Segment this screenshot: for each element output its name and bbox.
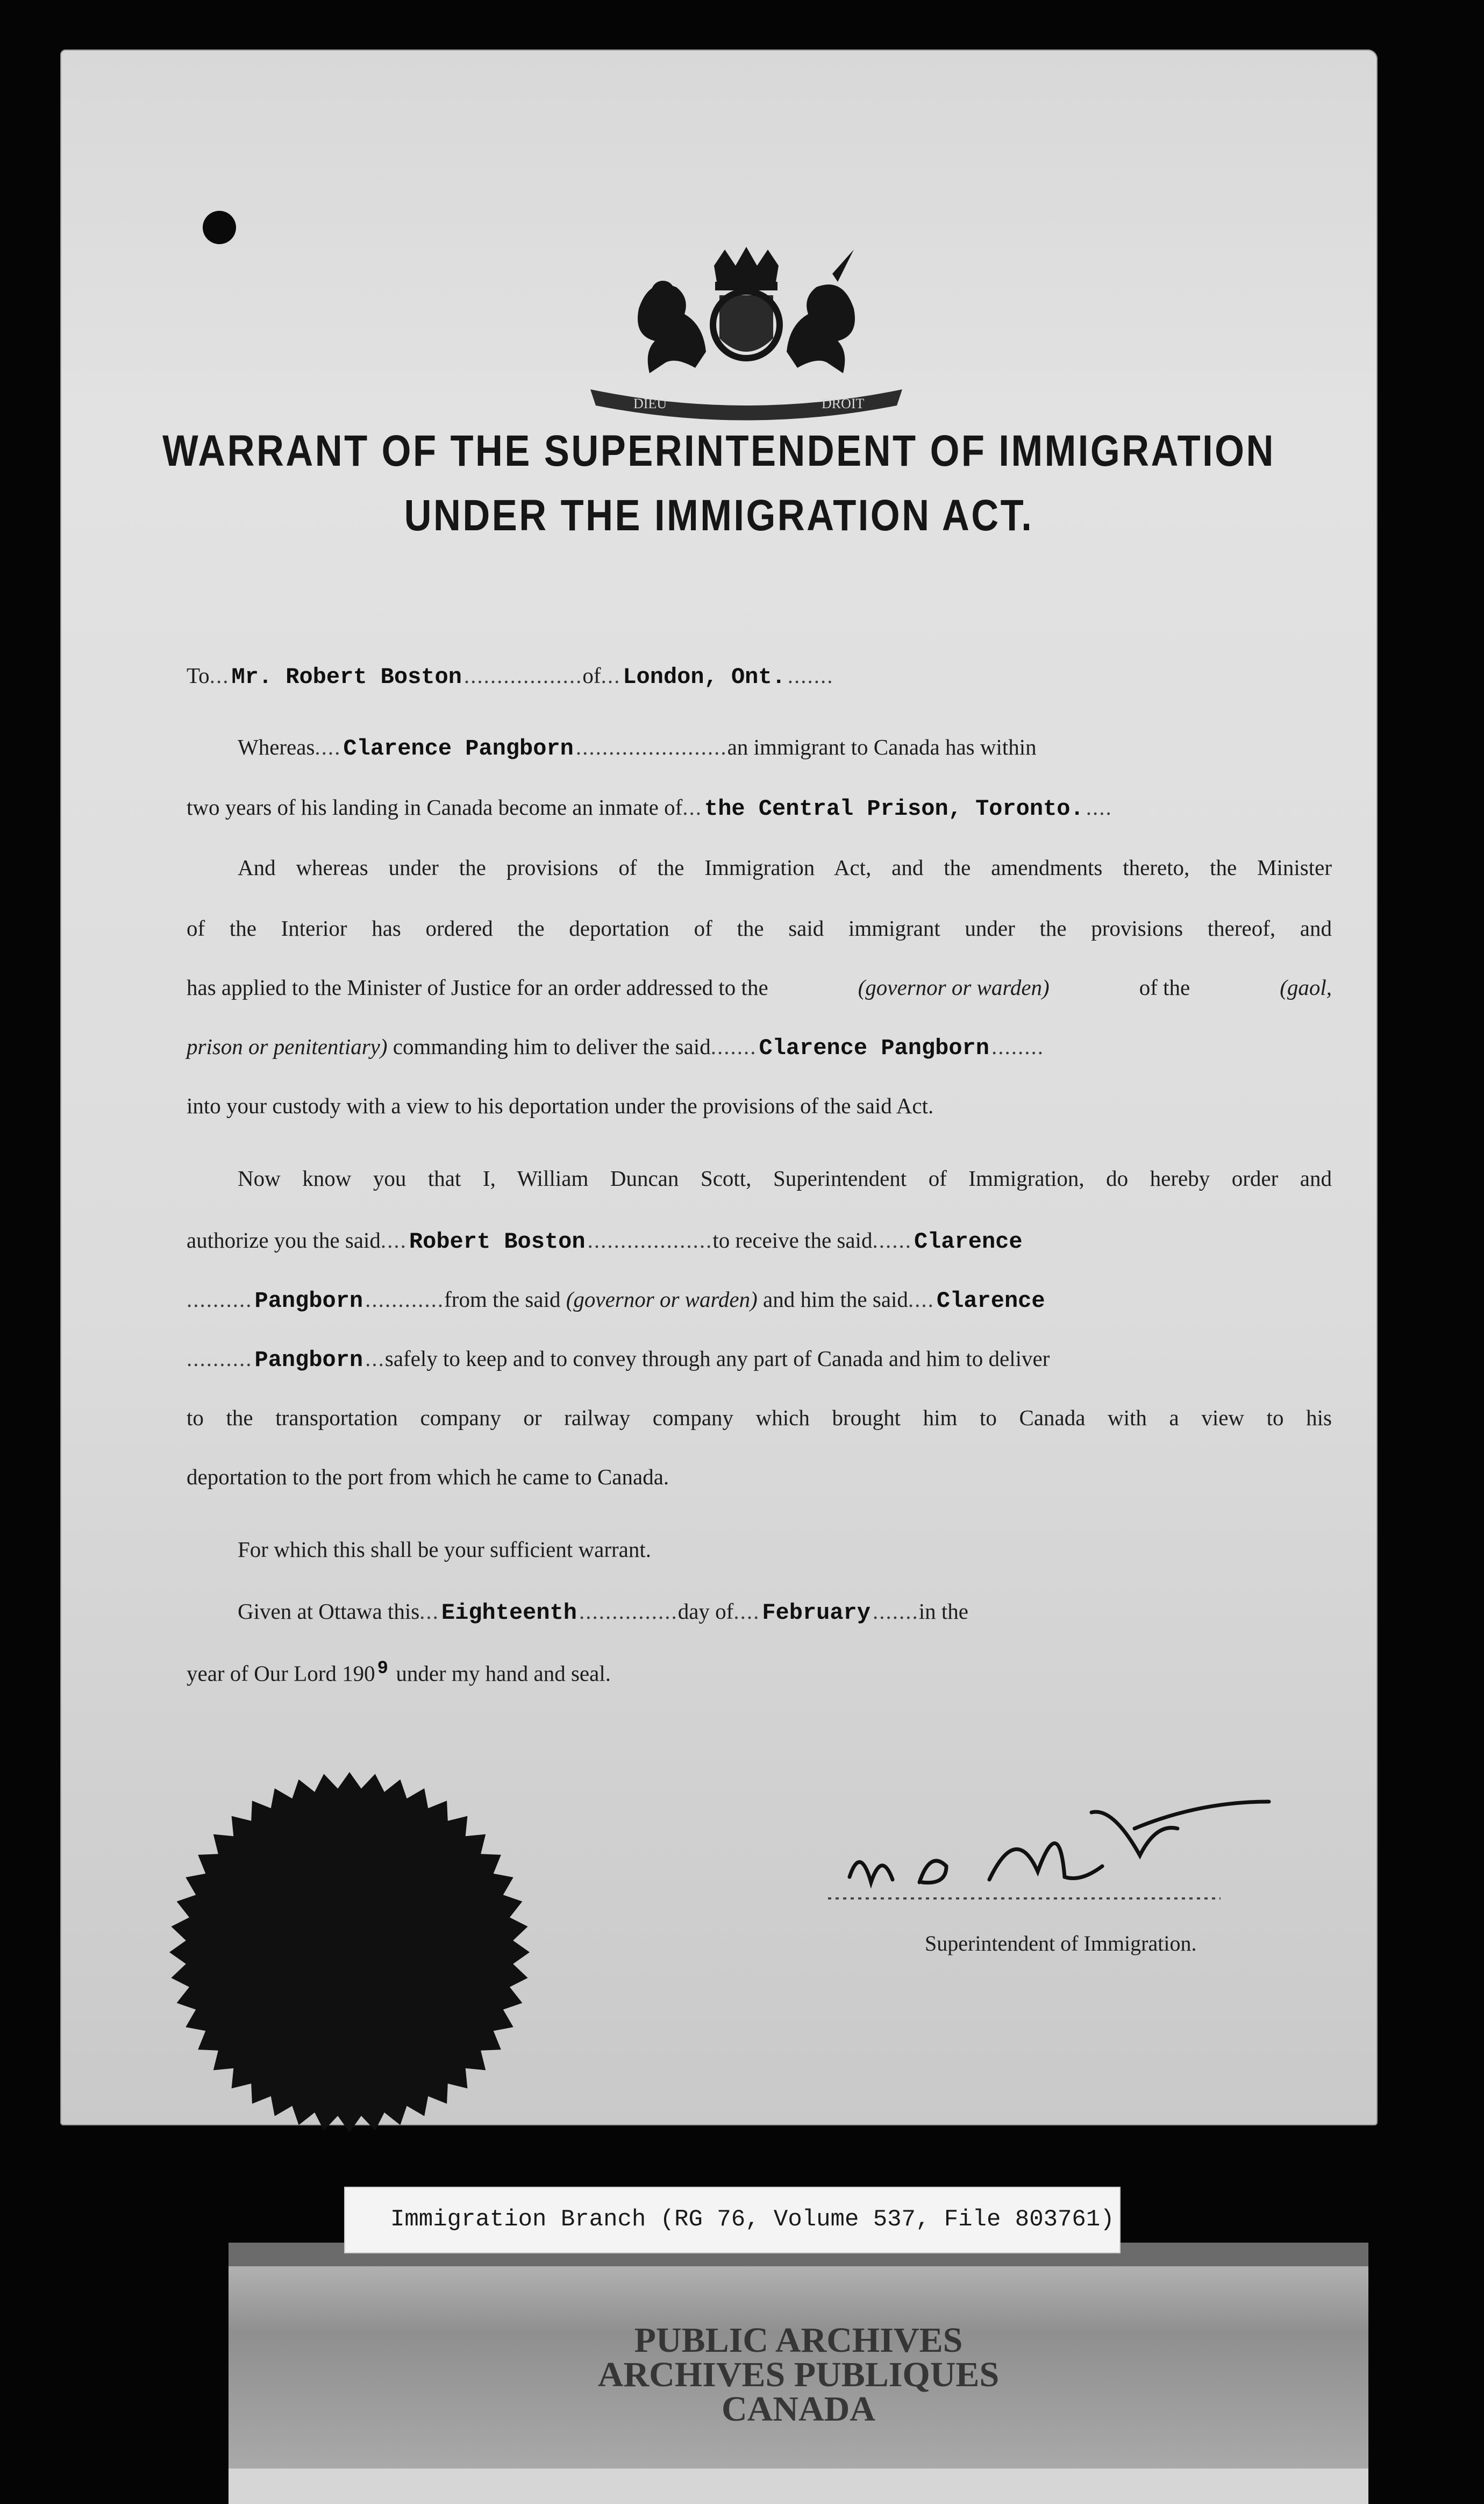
para2-line-3-text: has applied to the Minister of Justice for an order addressed to the — [187, 975, 768, 1000]
to-label: To — [187, 663, 210, 688]
signature-icon — [812, 1791, 1296, 1931]
prison-note: prison or penitentiary) — [187, 1034, 388, 1059]
para3-line-2: authorize you the said....Robert Boston...................to receive the said......Clarence — [187, 1227, 1025, 1255]
para3-name-first: Clarence — [914, 1229, 1023, 1255]
him-the-said-text: and him the said — [763, 1287, 908, 1312]
day-of-label: day of — [677, 1599, 734, 1624]
governor-or-warden-note: (governor or warden) — [858, 975, 1050, 1000]
royal-crest-icon — [569, 244, 924, 427]
document-title-line-1: WARRANT OF THE SUPERINTENDENT OF IMMIGRATION — [162, 426, 1275, 475]
from-the-said-text: from the said — [444, 1287, 561, 1312]
officer-name: Robert Boston — [409, 1229, 586, 1255]
stamp-line-2: ARCHIVES PUBLIQUES — [597, 2355, 1000, 2394]
given-month: February — [762, 1600, 871, 1626]
para2-line-3 — [187, 974, 1332, 1000]
inmate-line: two years of his landing in Canada become an inmate of...the Central Prison, Toronto..... — [187, 795, 1112, 822]
para3-line-6: deportation to the port from which he came to Canada. — [187, 1464, 669, 1489]
immigrant-name: Clarence Pangborn — [343, 736, 574, 762]
whereas-text: an immigrant to Canada has within — [727, 735, 1037, 759]
crest-motto-right: DROIT — [822, 396, 865, 411]
document-title-line-2: UNDER THE IMMIGRATION ACT. — [404, 491, 1034, 540]
whereas-label: Whereas — [238, 735, 315, 759]
institution-name: the Central Prison, Toronto. — [704, 796, 1084, 822]
of-label: of — [582, 663, 601, 688]
signature-caption: Superintendent of Immigration. — [925, 1931, 1197, 1955]
archives-stamp — [229, 2323, 1368, 2427]
stamp-line-3: CANADA — [722, 2389, 875, 2429]
given-at-line: Given at Ottawa this...Eighteenth...............day of....February.......in the — [238, 1599, 968, 1626]
para2-line-4: prison or penitentiary) commanding him to deliver the said.......Clarence Pangborn........ — [187, 1034, 1044, 1061]
to-receive-text: to receive the said — [712, 1228, 873, 1253]
para2-line-5: into your custody with a view to his deportation under the provisions of the said Act. — [187, 1093, 934, 1118]
gaol-note: (gaol, — [1280, 975, 1332, 1000]
given-day: Eighteenth — [441, 1600, 577, 1626]
archive-strip-bottom — [229, 2469, 1368, 2504]
given-label: Given at Ottawa this — [238, 1599, 420, 1624]
punch-hole — [203, 211, 236, 244]
para2-immigrant-name: Clarence Pangborn — [759, 1035, 989, 1061]
para2-line-1: And whereas under the provisions of the Immigration Act, and the amendments thereto, the Minister — [238, 855, 1332, 880]
para3-line-3: ..........Pangborn............from the said (governor or warden) and him the said....Clarence — [187, 1286, 1047, 1314]
year-suffix: under my hand and seal. — [396, 1661, 611, 1686]
para3-line-4: ..........Pangborn...safely to keep and to convey through any part of Canada and him to deliver — [187, 1346, 1050, 1373]
para3-line-1: Now know you that I, William Duncan Scott, Superintendent of Immigration, do hereby order and — [238, 1166, 1332, 1191]
archive-reference-label — [344, 2187, 1121, 2253]
to-line: To...Mr. Robert Boston..................of...London, Ont........ — [187, 663, 834, 690]
para3-name-last: Pangborn — [254, 1288, 363, 1314]
stamp-line-1: PUBLIC ARCHIVES — [634, 2321, 963, 2360]
para3-name2-first: Clarence — [936, 1288, 1045, 1314]
para3-line-5: to the transportation company or railway company which brought him to Canada with a view to his — [187, 1405, 1332, 1430]
year-label: year of Our Lord 190 — [187, 1661, 375, 1686]
recipient-place: London, Ont. — [623, 664, 786, 690]
sufficient-warrant-line: For which this shall be your sufficient warrant. — [238, 1537, 651, 1562]
inmate-text: two years of his landing in Canada become an inmate of — [187, 795, 683, 820]
archive-reference: Immigration Branch (RG 76, Volume 537, File 803761) — [390, 2206, 1115, 2233]
crest-motto-left: DIEU — [633, 396, 667, 411]
authorize-text: authorize you the said — [187, 1228, 381, 1253]
recipient-name: Mr. Robert Boston — [231, 664, 462, 690]
year-digit: 9 — [377, 1659, 389, 1679]
of-the-text: of the — [1139, 975, 1190, 1000]
para2-line-2: of the Interior has ordered the deportation of the said immigrant under the provisions thereof, and — [187, 916, 1332, 941]
archive-folder — [229, 2243, 1368, 2469]
wax-seal-icon — [167, 1769, 532, 2135]
year-line — [187, 1659, 611, 1687]
para3-governor-note: (governor or warden) — [566, 1287, 758, 1312]
safely-text: safely to keep and to convey through any part of Canada and him to deliver — [384, 1346, 1050, 1371]
whereas-line: Whereas....Clarence Pangborn.......................an immigrant to Canada has within — [238, 735, 1037, 762]
in-the-label: in the — [918, 1599, 968, 1624]
commanding-text: commanding him to deliver the said — [393, 1034, 711, 1059]
para3-name2-last: Pangborn — [254, 1347, 363, 1373]
